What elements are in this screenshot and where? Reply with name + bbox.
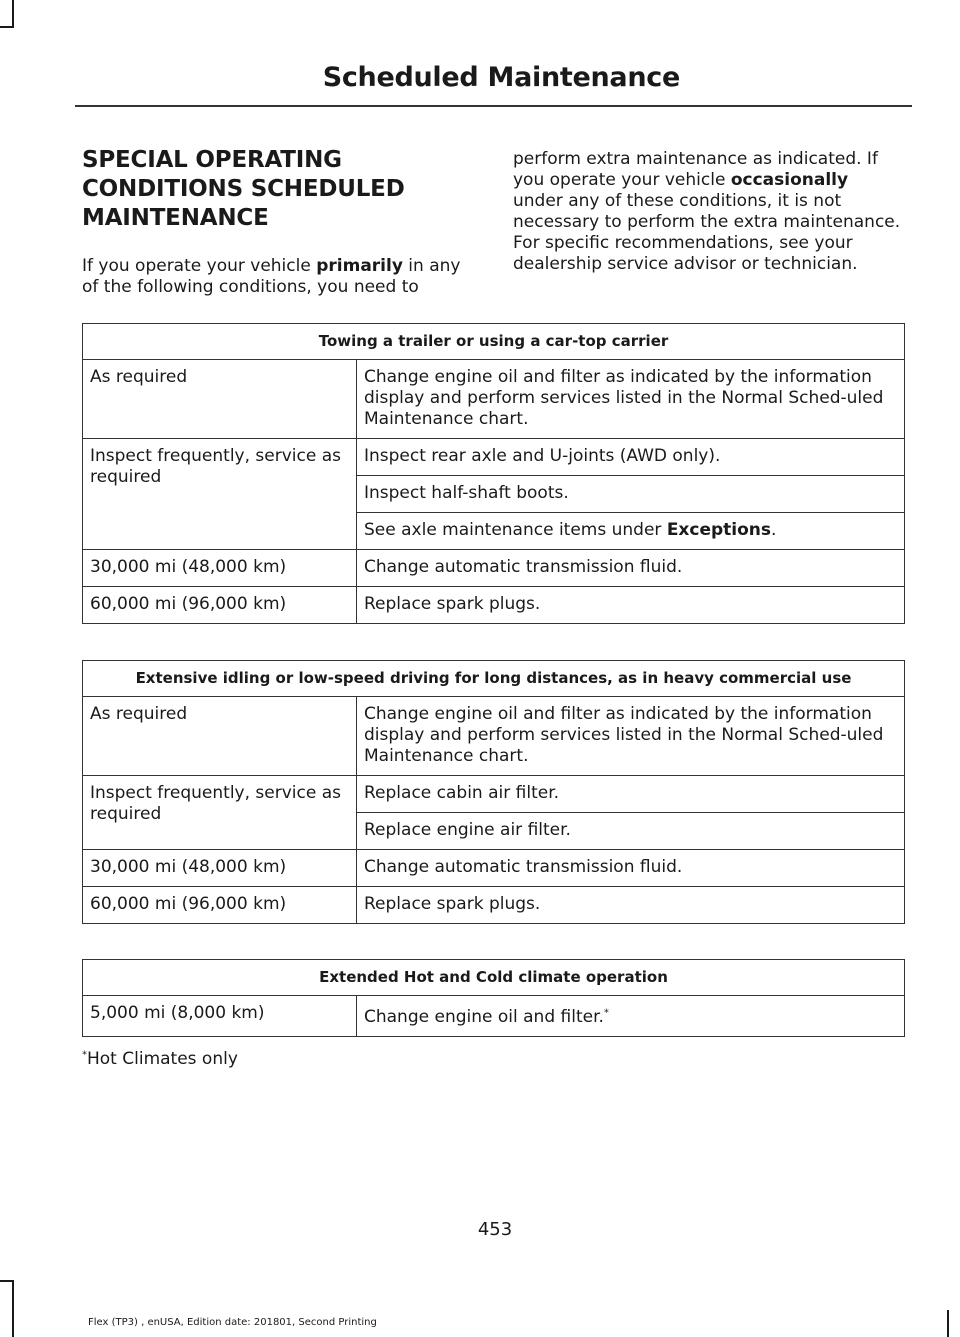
action-cell: Replace spark plugs.	[357, 587, 905, 624]
exceptions-reference: Exceptions	[666, 520, 772, 540]
climate-maintenance-table	[82, 959, 905, 1037]
interval-cell: As required	[83, 697, 357, 776]
interval-cell: Inspect frequently, service as required	[83, 439, 357, 550]
footnote-marker: *	[603, 1007, 609, 1019]
action-text: Change engine oil and filter.	[364, 1007, 604, 1027]
action-cell: Change engine oil and filter as indicated by the information display and perform services listed in the Normal Sched-uled Maintenance chart.	[357, 360, 905, 439]
intro-text: under any of these conditions, it is not necessary to perform the extra maintenance. For specific recommendations, see your dealership service advisor or technician.	[513, 191, 901, 274]
idling-maintenance-table	[82, 660, 905, 924]
action-cell	[357, 513, 905, 550]
page-number: 453	[477, 1219, 513, 1240]
interval-cell: 60,000 mi (96,000 km)	[83, 887, 357, 924]
action-text: .	[771, 520, 777, 540]
action-cell: Change automatic transmission fluid.	[357, 550, 905, 587]
table-row	[83, 776, 905, 813]
page-header-title: Scheduled Maintenance	[322, 62, 680, 93]
intro-paragraph-right	[513, 149, 903, 275]
footnote-text: Hot Climates only	[87, 1049, 238, 1069]
table-row	[83, 439, 905, 476]
table-title: Extensive idling or low-speed driving for long distances, as in heavy commercial use	[83, 661, 905, 697]
table-title: Towing a trailer or using a car-top carrier	[83, 324, 905, 360]
interval-cell: Inspect frequently, service as required	[83, 776, 357, 850]
table-row	[83, 887, 905, 924]
action-cell: Change automatic transmission fluid.	[357, 850, 905, 887]
interval-cell: As required	[83, 360, 357, 439]
edition-footer: Flex (TP3) , enUSA, Edition date: 201801, Second Printing	[88, 1317, 377, 1328]
crop-mark-bottom-right	[947, 1310, 949, 1337]
action-cell: Replace cabin air filter.	[357, 776, 905, 813]
action-cell	[357, 996, 905, 1037]
action-cell: Change engine oil and filter as indicated by the information display and perform services listed in the Normal Sched-uled Maintenance chart.	[357, 697, 905, 776]
header-divider	[75, 105, 912, 107]
footnote-marker: *	[82, 1049, 87, 1061]
table-row	[83, 360, 905, 439]
interval-cell: 60,000 mi (96,000 km)	[83, 587, 357, 624]
intro-emphasis-occasionally: occasionally	[730, 170, 849, 190]
interval-cell: 30,000 mi (48,000 km)	[83, 850, 357, 887]
intro-text: perform extra maintenance as indicated. If you operate your vehicle	[513, 149, 878, 190]
section-heading: SPECIAL OPERATING CONDITIONS SCHEDULED MAINTENANCE	[82, 147, 405, 231]
table-row	[83, 697, 905, 776]
crop-mark-top-left	[12, 0, 14, 28]
towing-maintenance-table	[82, 323, 905, 624]
action-text: See axle maintenance items under	[364, 520, 667, 540]
crop-mark-top-left-h	[0, 26, 14, 28]
intro-paragraph-left	[82, 256, 480, 298]
action-cell: Inspect half-shaft boots.	[357, 476, 905, 513]
action-cell: Replace engine air filter.	[357, 813, 905, 850]
table-row	[83, 550, 905, 587]
table-row	[83, 996, 905, 1037]
intro-text: in any of the following conditions, you need to	[82, 256, 461, 297]
intro-text: If you operate your vehicle	[82, 256, 317, 276]
crop-mark-bottom-left	[12, 1280, 14, 1337]
interval-cell: 5,000 mi (8,000 km)	[83, 996, 357, 1037]
table-title: Extended Hot and Cold climate operation	[83, 960, 905, 996]
table-row	[83, 850, 905, 887]
intro-emphasis-primarily: primarily	[316, 256, 403, 276]
interval-cell: 30,000 mi (48,000 km)	[83, 550, 357, 587]
footnote	[82, 1049, 238, 1070]
crop-mark-bottom-left-h	[0, 1280, 14, 1282]
action-cell: Replace spark plugs.	[357, 887, 905, 924]
action-cell: Inspect rear axle and U-joints (AWD only).	[357, 439, 905, 476]
table-row	[83, 587, 905, 624]
